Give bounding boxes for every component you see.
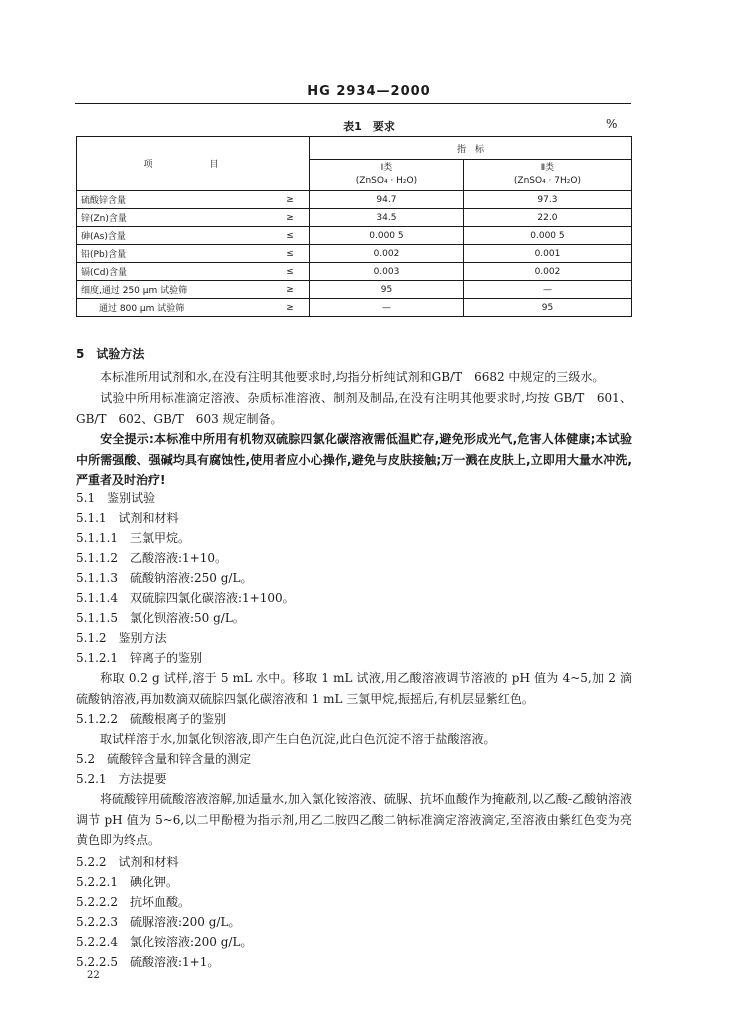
table-row — [77, 245, 632, 263]
paragraph-solutions — [76, 388, 632, 429]
section-5-1-1-1: 5.1.1.1 三氯甲烷。 — [76, 531, 190, 545]
paragraph-sulfate-identification-text: 取试样溶于水,加氯化钡溶液,即产生白色沉淀,此白色沉淀不溶于盐酸溶液。 — [100, 732, 496, 746]
section-5-1-2: 5.1.2 鉴别方法 — [76, 631, 167, 645]
section-5-2-2: 5.2.2 试剂和材料 — [76, 855, 179, 869]
section-5-1-1: 5.1.1 试剂和材料 — [76, 511, 179, 525]
row-value-class2: 95 — [463, 299, 631, 317]
table-row — [77, 299, 632, 317]
section-5-2-2-5: 5.2.2.5 硫酸溶液:1+1。 — [76, 955, 220, 969]
class2-formula: (ZnSO₄ · 7H₂O) — [513, 176, 581, 186]
table-head-index: 指 标 — [310, 137, 632, 160]
section-5-1-1-4: 5.1.1.4 双硫腙四氯化碳溶液:1+100。 — [76, 591, 295, 605]
table-row — [77, 227, 632, 245]
row-name: 砷(As)含量 — [77, 227, 272, 245]
section-5-1-2-1: 5.1.2.1 锌离子的鉴别 — [76, 651, 202, 665]
row-value-class2: 0.001 — [463, 245, 631, 263]
safety-notice-text: 安全提示:本标准中所用有机物双硫腙四氯化碳溶液需低温贮存,避免形成光气,危害人体健康;本试验中所需强酸、强碱均具有腐蚀性,使用者应小心操作,避免与皮肤接触;万一溅在皮肤上,立即用大量水冲洗,严重者及时治疗! — [76, 432, 632, 487]
row-name: 锌(Zn)含量 — [77, 209, 272, 227]
header-rule — [75, 103, 631, 104]
row-value-class2: — — [463, 281, 631, 299]
document-header: HG 2934—2000 — [307, 84, 431, 99]
section-5-heading: 5 试验方法 — [76, 347, 145, 361]
section-5-2-1: 5.2.1 方法提要 — [76, 772, 167, 786]
row-value-class2: 0.000 5 — [463, 227, 631, 245]
class1-label: Ⅰ类 — [380, 163, 393, 173]
paragraph-sulfate-identification — [76, 729, 632, 750]
row-symbol: ≥ — [271, 191, 310, 209]
paragraph-method-summary-text: 将硫酸锌用硫酸溶液溶解,加适量水,加入氯化铵溶液、硫脲、抗坏血酸作为掩蔽剂,以乙酸-乙酸钠溶液调节 pH 值为 5~6,以二甲酚橙为指示剂,用乙二胺四乙酸二钠标准滴定溶液滴定,至溶液由紫红色变为亮黄色即为终点。 — [76, 792, 632, 847]
table-row — [77, 281, 632, 299]
row-value-class1: — — [310, 299, 464, 317]
row-symbol: ≥ — [271, 209, 310, 227]
section-5-2-2-2: 5.2.2.2 抗坏血酸。 — [76, 895, 190, 909]
section-5-1-1-2: 5.1.1.2 乙酸溶液:1+10。 — [76, 551, 227, 565]
section-5-2: 5.2 硫酸锌含量和锌含量的测定 — [76, 752, 252, 766]
paragraph-zinc-identification — [76, 668, 632, 709]
row-value-class1: 34.5 — [310, 209, 464, 227]
row-value-class1: 95 — [310, 281, 464, 299]
section-5-1: 5.1 鉴别试验 — [76, 491, 156, 505]
table-row — [77, 191, 632, 209]
row-value-class2: 0.002 — [463, 263, 631, 281]
table-head-class2 — [463, 160, 631, 191]
row-value-class1: 94.7 — [310, 191, 464, 209]
row-name: 细度,通过 250 μm 试验筛 — [77, 281, 272, 299]
section-5-2-2-1: 5.2.2.1 碘化钾。 — [76, 875, 178, 889]
row-symbol: ≥ — [271, 299, 310, 317]
paragraph-reagents-text: 本标准所用试剂和水,在没有注明其他要求时,均指分析纯试剂和GB/T 6682 中规定的三级水。 — [100, 370, 605, 384]
paragraph-reagents — [76, 367, 632, 388]
row-name: 通过 800 μm 试验筛 — [77, 299, 272, 317]
requirements-table — [76, 136, 632, 317]
row-symbol: ≥ — [271, 281, 310, 299]
table-title: 表1 要求 — [343, 120, 395, 133]
row-symbol: ≤ — [271, 245, 310, 263]
row-name: 镉(Cd)含量 — [77, 263, 272, 281]
page-number: 22 — [87, 970, 100, 981]
row-value-class2: 22.0 — [463, 209, 631, 227]
section-5-2-2-3: 5.2.2.3 硫脲溶液:200 g/L。 — [76, 915, 241, 929]
row-value-class2: 97.3 — [463, 191, 631, 209]
paragraph-solutions-text: 试验中所用标准滴定溶液、杂质标准溶液、制剂及制品,在没有注明其他要求时,均按 GB/T 601、GB/T 602、GB/T 603 规定制备。 — [76, 391, 632, 426]
row-name: 铅(Pb)含量 — [77, 245, 272, 263]
section-5-1-2-2: 5.1.2.2 硫酸根离子的鉴别 — [76, 712, 226, 726]
safety-notice — [76, 429, 632, 491]
row-value-class1: 0.000 5 — [310, 227, 464, 245]
row-symbol: ≤ — [271, 227, 310, 245]
table-row — [77, 263, 632, 281]
table-unit: % — [606, 117, 618, 131]
table-head-item: 项 目 — [77, 137, 310, 191]
row-symbol: ≤ — [271, 263, 310, 281]
table-head-class1 — [310, 160, 464, 191]
section-5-1-1-5: 5.1.1.5 氯化钡溶液:50 g/L。 — [76, 611, 245, 625]
section-5-2-2-4: 5.2.2.4 氯化铵溶液:200 g/L。 — [76, 935, 253, 949]
section-5-1-1-3: 5.1.1.3 硫酸钠溶液:250 g/L。 — [76, 571, 253, 585]
row-value-class1: 0.003 — [310, 263, 464, 281]
paragraph-method-summary — [76, 789, 632, 851]
table-row — [77, 209, 632, 227]
class2-label: Ⅱ类 — [540, 163, 555, 173]
row-value-class1: 0.002 — [310, 245, 464, 263]
class1-formula: (ZnSO₄ · H₂O) — [355, 176, 418, 186]
paragraph-zinc-identification-text: 称取 0.2 g 试样,溶于 5 mL 水中。移取 1 mL 试液,用乙酸溶液调节溶液的 pH 值为 4~5,加 2 滴硫酸钠溶液,再加数滴双硫腙四氯化碳溶液和 1 mL 三氯甲烷,振摇后,有机层显紫红色。 — [76, 671, 632, 706]
row-name: 硫酸锌含量 — [77, 191, 272, 209]
